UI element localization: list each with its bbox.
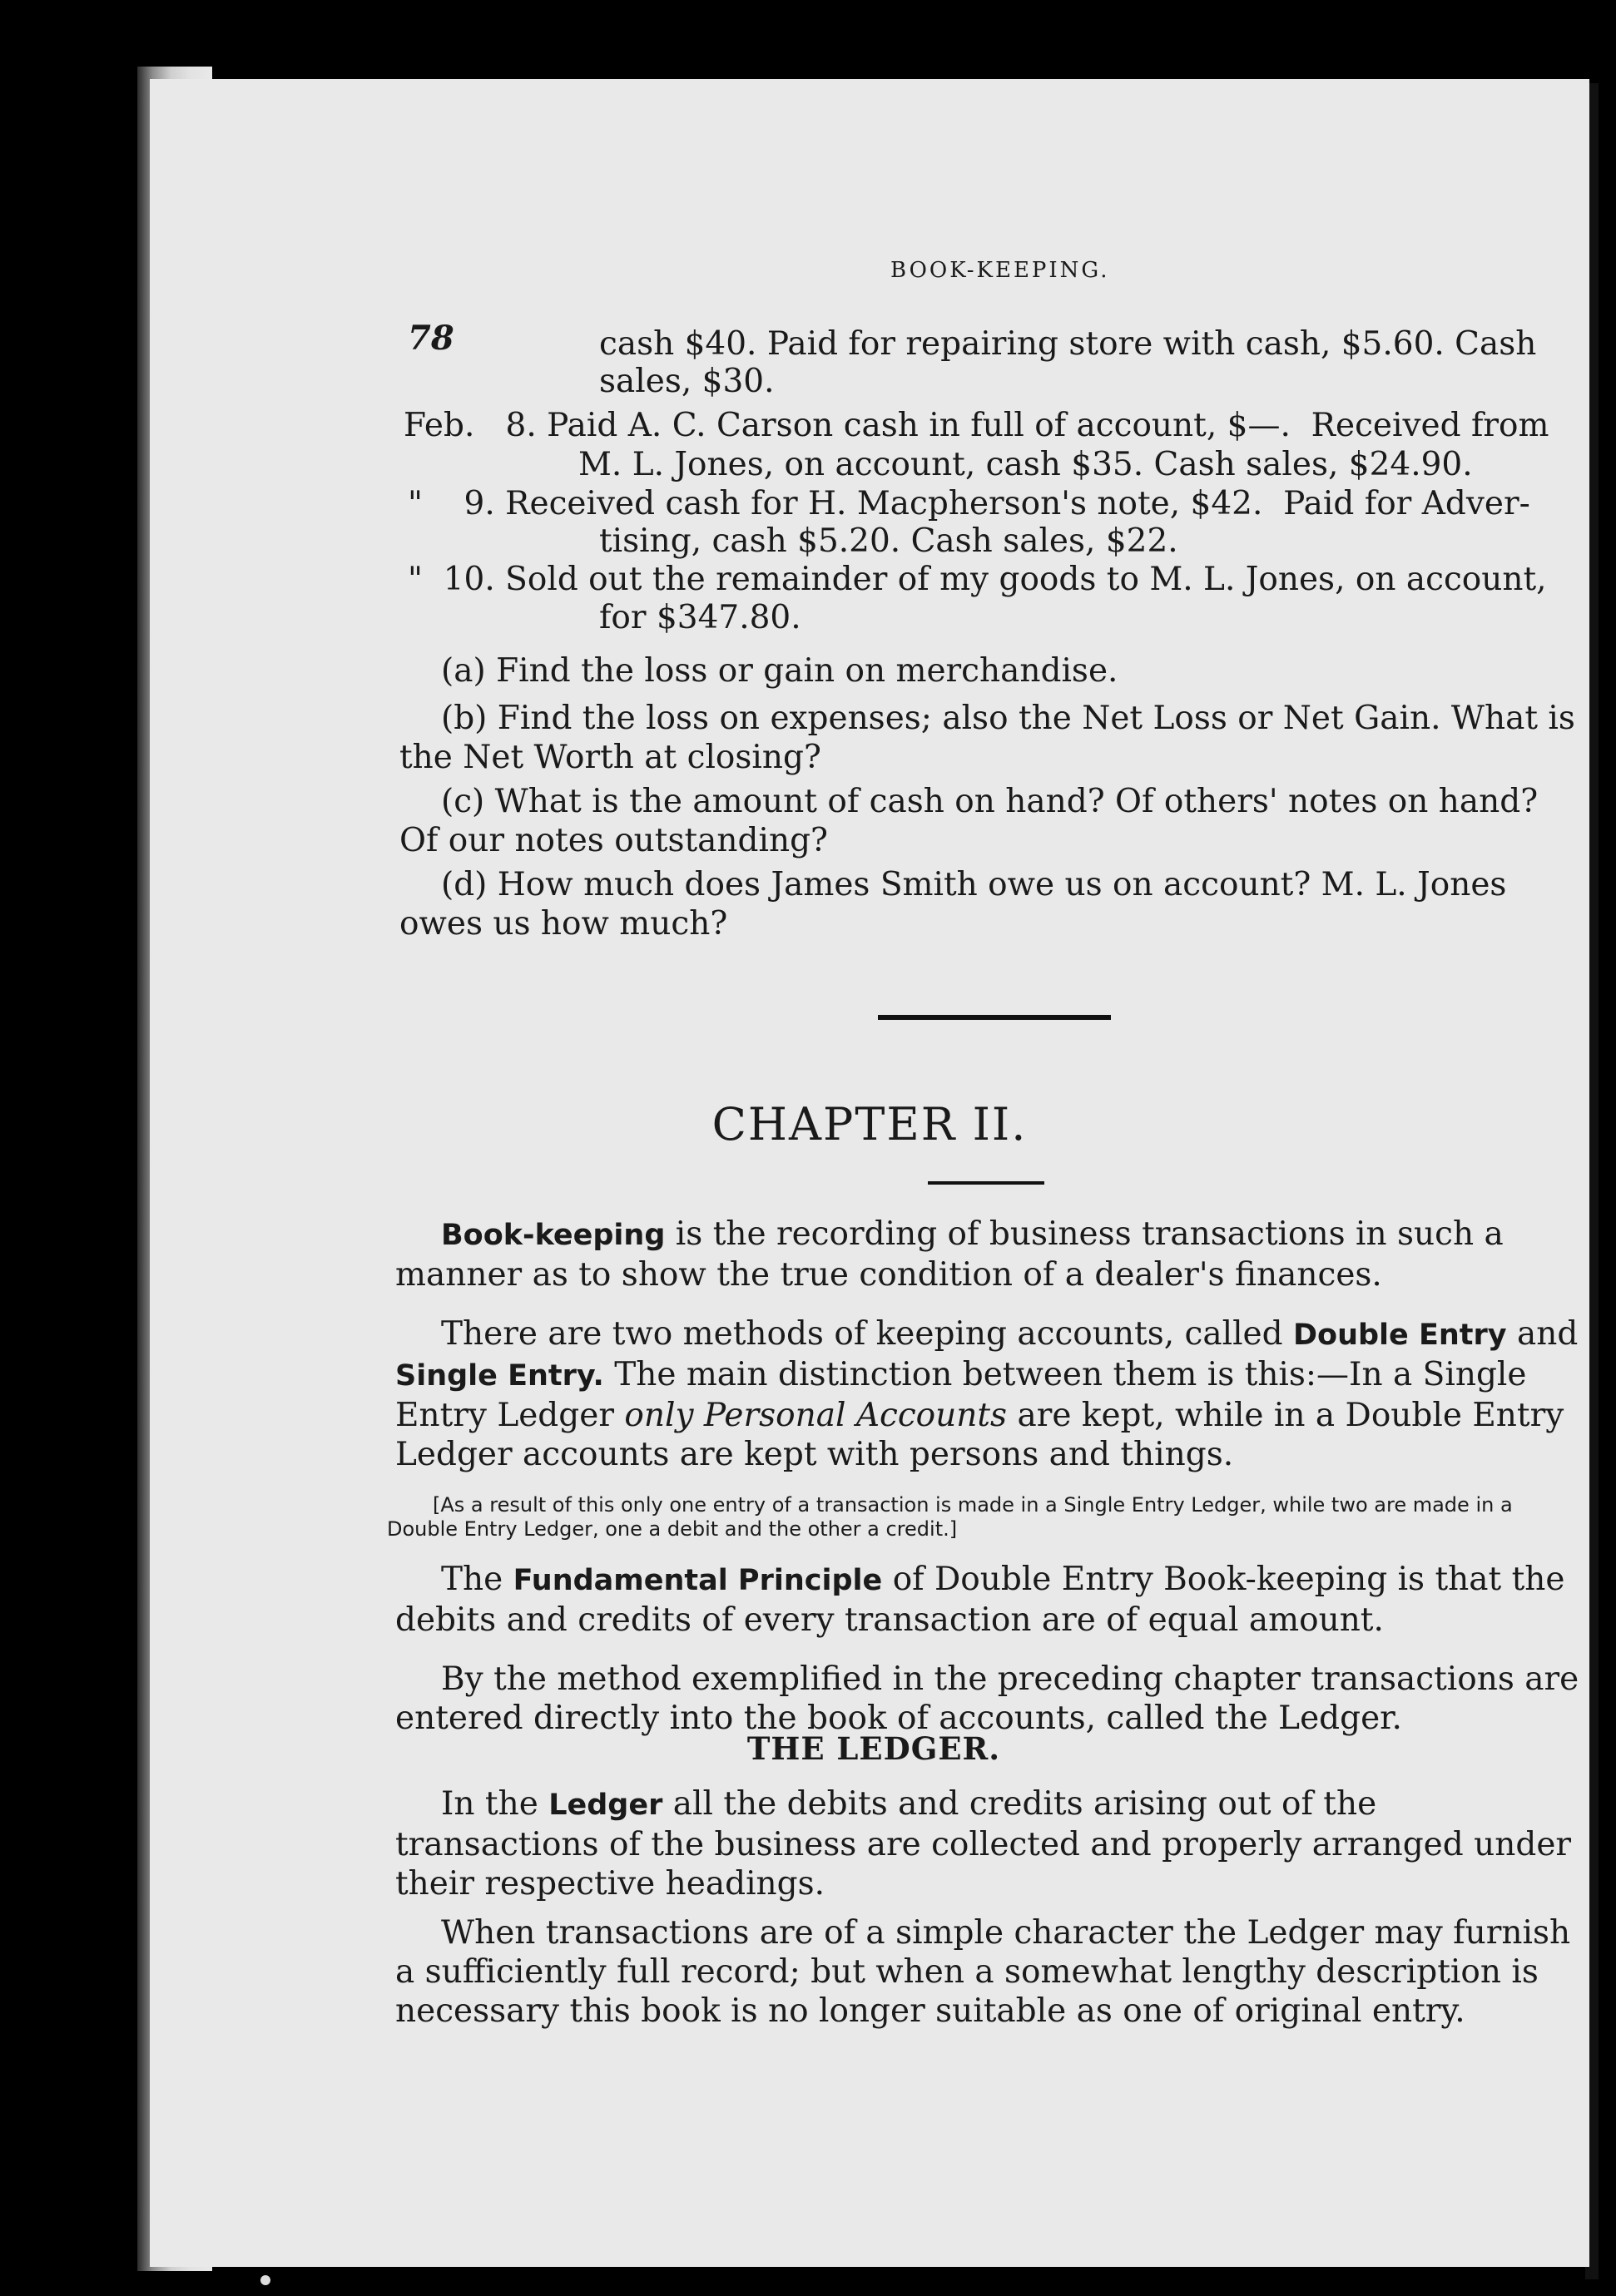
paragraph-fundamental-principle: [395, 1560, 1585, 1640]
exercise-entry-feb8: Feb. 8. Paid A. C. Carson cash in full of account, $—. Received from: [404, 407, 1549, 444]
paragraph-text: and: [1506, 1315, 1579, 1353]
paragraph-text: The: [441, 1561, 513, 1598]
section-heading-ledger: THE LEDGER.: [746, 1730, 1001, 1767]
paragraph-text: is the recording of business transactions in such a manner as to show the true condition of a dealer's finances.: [395, 1215, 1504, 1294]
term-fundamental-principle: Fundamental Principle: [513, 1564, 883, 1597]
paragraph-methods: [395, 1314, 1585, 1474]
exercise-entry-feb9-cont: tising, cash $5.20. Cash sales, $22.: [599, 522, 1178, 560]
bracket-note: [As a result of this only one entry of a transaction is made in a Single Entry Ledger, while two are made in a Double Entry Ledger, one a debit and the other a credit.]: [387, 1493, 1513, 1541]
title-underline: [928, 1181, 1044, 1185]
paragraph-text: There are two methods of keeping accounts, called: [441, 1315, 1293, 1353]
paragraph-text: all the debits and credits arising out of the transactions of the business are collected and properly arranged under their respective headings.: [395, 1785, 1572, 1903]
paragraph-text: The main distinction between them is this:—In a Single Entry Ledger: [395, 1356, 1527, 1434]
running-head: BOOK-KEEPING.: [890, 258, 1110, 283]
exercise-line: sales, $30.: [599, 363, 775, 400]
paragraph-ledger: [395, 1784, 1585, 1903]
exercise-line: cash $40. Paid for repairing store with cash, $5.60. Cash: [599, 325, 1537, 363]
term-book-keeping: Book-keeping: [441, 1219, 666, 1252]
question-d: (d) How much does James Smith owe us on account? M. L. Jones owes us how much?: [399, 866, 1507, 943]
exercise-entry-feb9: " 9. Received cash for H. Macpherson's note, $42. Paid for Adver-: [408, 485, 1530, 522]
emphasis-personal-accounts: only Personal Accounts: [624, 1397, 1008, 1434]
paragraph-original-entry: When transactions are of a simple character the Ledger may furnish a sufficiently full record; but when a somewhat lengthy description is necessary this book is no longer suitable as one of original entry.: [395, 1914, 1571, 2030]
question-b: (b) Find the loss on expenses; also the Net Loss or Net Gain. What is the Net Worth at closing?: [399, 700, 1575, 776]
paragraph-text: of Double Entry Book-keeping is that the debits and credits of every transaction are of equal amount.: [395, 1561, 1565, 1639]
paragraph-text: In the: [441, 1785, 549, 1823]
exercise-entry-feb10-cont: for $347.80.: [599, 599, 801, 636]
section-divider: [878, 1015, 1111, 1020]
term-double-entry: Double Entry: [1292, 1319, 1507, 1352]
chapter-title: CHAPTER II.: [711, 1098, 1028, 1150]
paragraph-text: are kept, while in a Double Entry Ledger accounts are kept with persons and things.: [395, 1397, 1564, 1473]
page-number: 78: [408, 319, 454, 358]
paragraph-method: By the method exemplified in the preceding chapter transactions are entered directly into the book of accounts, called the Ledger.: [395, 1660, 1579, 1737]
question-a: (a) Find the loss or gain on merchandise.: [441, 652, 1118, 690]
paragraph-book-keeping: [395, 1215, 1585, 1294]
term-ledger: Ledger: [548, 1789, 663, 1822]
scan-speck: [260, 2275, 270, 2285]
question-c: (c) What is the amount of cash on hand? Of others' notes on hand? Of our notes outstanding?: [399, 783, 1539, 859]
exercise-entry-feb8-cont: M. L. Jones, on account, cash $35. Cash sales, $24.90.: [578, 446, 1473, 483]
book-page: [150, 79, 1589, 2267]
term-single-entry: Single Entry.: [395, 1359, 604, 1393]
exercise-entry-feb10: " 10. Sold out the remainder of my goods to M. L. Jones, on account,: [408, 561, 1547, 598]
